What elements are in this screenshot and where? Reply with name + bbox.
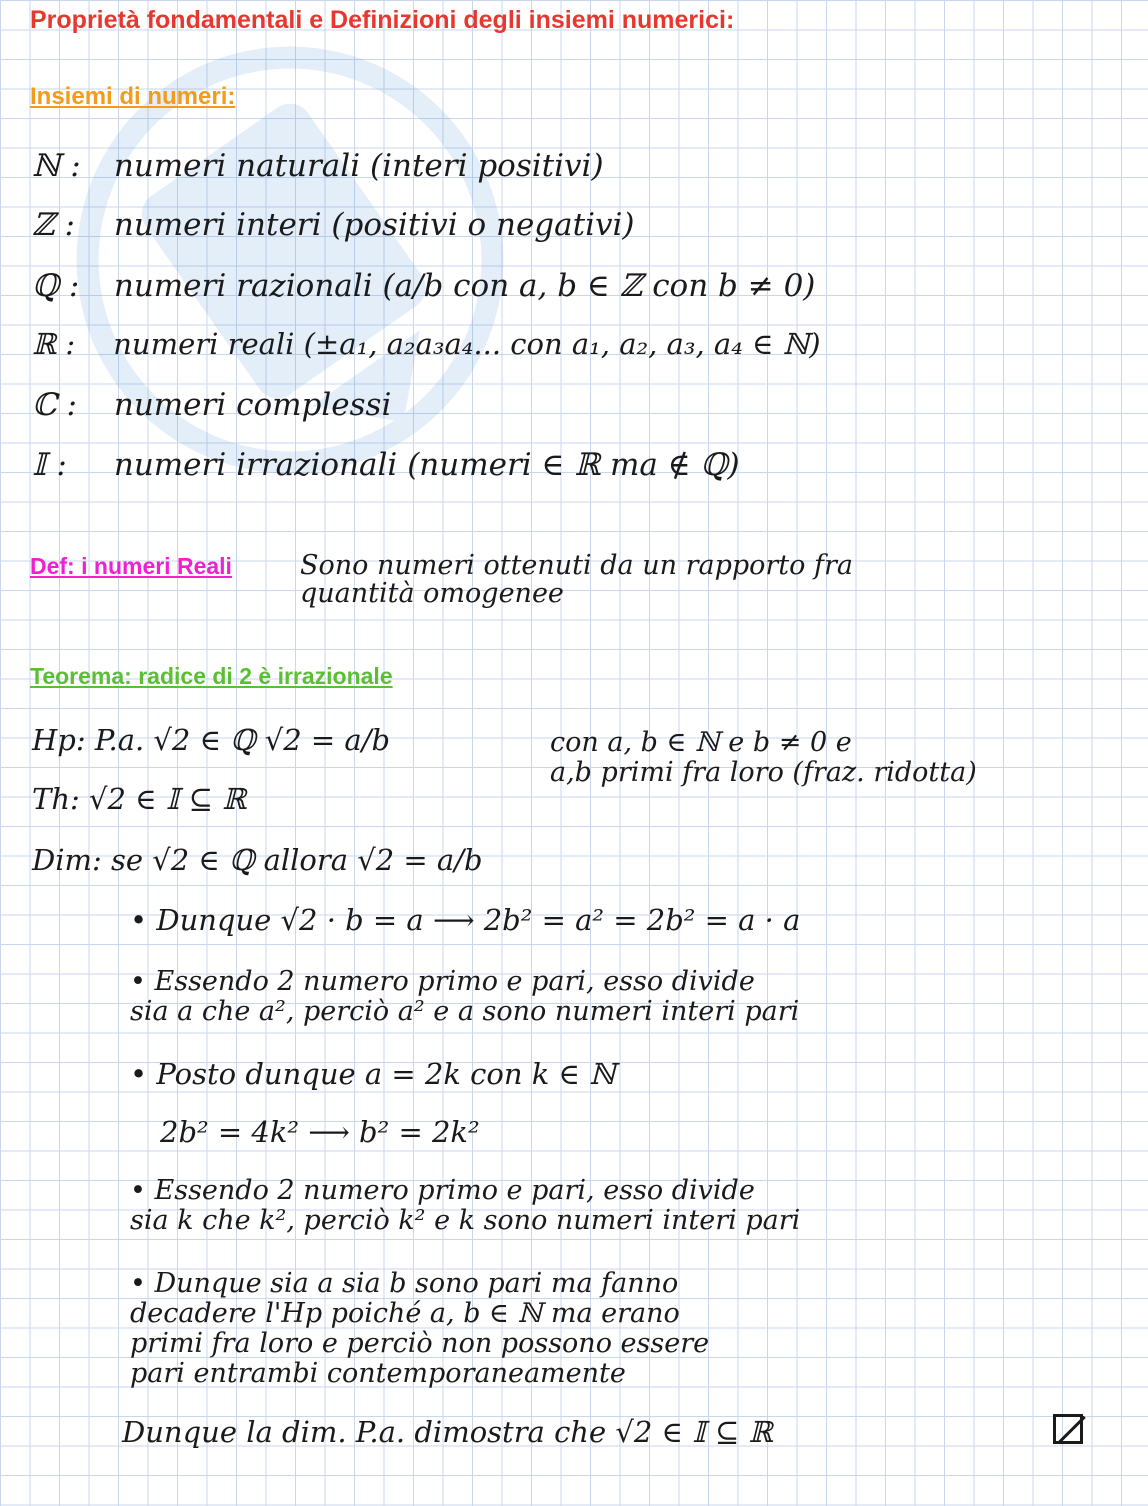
proof-step: • Essendo 2 numero primo e pari, esso divide (130, 1175, 755, 1206)
set-description: numeri irrazionali (numeri ∈ ℝ ma ∉ ℚ) (113, 447, 740, 483)
proof-step: • Posto dunque a = 2k con k ∈ ℕ (130, 1057, 616, 1091)
set-item-integers (32, 207, 635, 243)
definition-text-line1: Sono numeri ottenuti da un rapporto fra (300, 550, 853, 581)
hypothesis: Hp: P.a. √2 ∈ ℚ √2 = a/b (32, 723, 391, 757)
qed-box-icon (1053, 1414, 1083, 1444)
set-item-complex (32, 387, 391, 423)
proof-step: primi fra loro e perciò non possono essere (130, 1328, 710, 1359)
proof-start: Dim: se √2 ∈ ℚ allora √2 = a/b (32, 843, 483, 877)
set-description: numeri razionali (a/b con a, b ∈ ℤ con b ≠ 0) (113, 268, 816, 304)
proof-step: decadere l'Hp poiché a, b ∈ ℕ ma erano (130, 1298, 680, 1329)
set-description: numeri complessi (113, 387, 392, 423)
set-description: numeri reali (±a₁, a₂a₃a₄... con a₁, a₂, a₃, a₄ ∈ ℕ) (113, 327, 821, 361)
hypothesis-condition-2: a,b primi fra loro (fraz. ridotta) (550, 757, 977, 788)
set-symbol: ℝ : (32, 327, 76, 361)
set-symbol: ℚ : (32, 268, 80, 304)
set-item-naturals (32, 148, 604, 184)
set-symbol: ℂ : (32, 387, 77, 423)
proof-step: • Essendo 2 numero primo e pari, esso divide (130, 966, 755, 997)
definition-text-line2: quantità omogenee (300, 578, 564, 609)
set-description: numeri interi (positivi o negativi) (113, 207, 635, 243)
set-item-irrationals (32, 447, 740, 483)
sets-heading: Insiemi di numeri: (30, 83, 236, 110)
theorem-heading: Teorema: radice di 2 è irrazionale (30, 663, 393, 689)
thesis: Th: √2 ∈ 𝕀 ⊆ ℝ (32, 782, 247, 816)
proof-step: • Dunque √2 · b = a ⟶ 2b² = a² = 2b² = a · a (130, 903, 801, 937)
set-symbol: ℕ : (32, 148, 81, 184)
page-title: Proprietà fondamentali e Definizioni degli insiemi numerici: (30, 6, 735, 34)
proof-step: sia k che k², perciò k² e k sono numeri interi pari (130, 1205, 801, 1236)
proof-step: pari entrambi contemporaneamente (130, 1358, 626, 1389)
set-item-reals (32, 327, 821, 361)
set-description: numeri naturali (interi positivi) (113, 148, 604, 184)
proof-step: sia a che a², perciò a² e a sono numeri interi pari (130, 996, 800, 1027)
set-symbol: 𝕀 : (32, 447, 67, 483)
proof-step: • Dunque sia a sia b sono pari ma fanno (130, 1268, 679, 1299)
proof-step: 2b² = 4k² ⟶ b² = 2k² (160, 1115, 480, 1149)
hypothesis-condition-1: con a, b ∈ ℕ e b ≠ 0 e (550, 727, 852, 758)
set-symbol: ℤ : (32, 207, 75, 243)
definition-label: Def: i numeri Reali (30, 553, 232, 579)
set-item-rationals (32, 268, 815, 304)
proof-conclusion: Dunque la dim. P.a. dimostra che √2 ∈ 𝕀 ⊆ ℝ (122, 1415, 773, 1449)
